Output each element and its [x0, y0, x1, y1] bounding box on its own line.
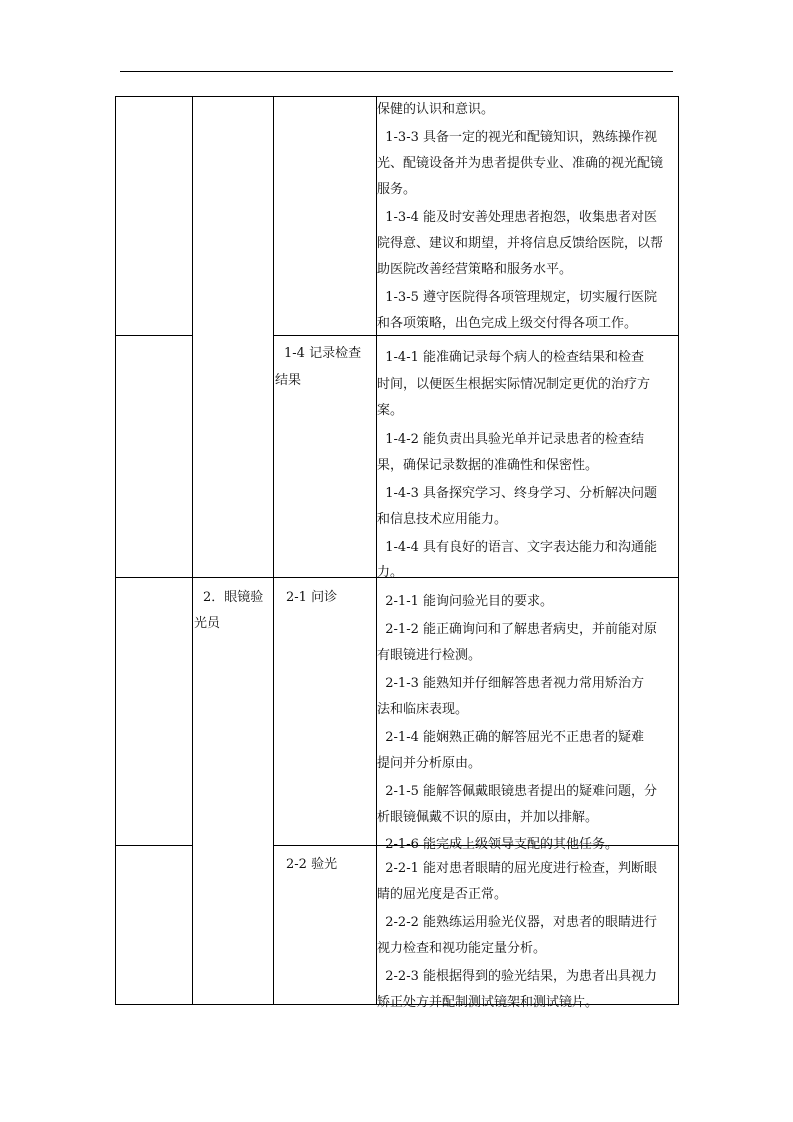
text-line: 1-4-3 具备探究学习、终身学习、分析解决问题 [377, 486, 657, 501]
text-line: 睛的屈光度是否正常。 [377, 887, 508, 902]
text-line: 1-3-3 具备一定的视光和配镜知识，熟练操作视 [377, 130, 657, 145]
task-label: 2-1 问诊 [286, 590, 338, 605]
task-label: 结果 [275, 373, 302, 388]
text-line: 有眼镜进行检测。 [377, 648, 482, 663]
text-line: 果，确保记录数据的准确性和保密性。 [377, 458, 599, 473]
text-line: 光、配镜设备并为患者提供专业、准确的视光配镜 [377, 156, 664, 171]
text-line: 案。 [377, 403, 404, 418]
table-border-left [115, 96, 116, 1005]
text-line: 析眼镜佩戴不识的原由，并加以排解。 [377, 810, 599, 825]
text-line: 2-1-1 能询问验光目的要求。 [377, 594, 553, 609]
text-line: 2-1-3 能熟知并仔细解答患者视力常用矫治方 [377, 676, 644, 691]
task-label: 1-4 记录检查 [284, 346, 362, 361]
column-divider [192, 96, 193, 1005]
text-line: 1-3-4 能及时安善处理患者抱怨，收集患者对医 [377, 210, 657, 225]
text-line: 2-2-2 能熟练运用验光仪器，对患者的眼睛进行 [377, 915, 657, 930]
table-border-right [678, 96, 679, 1005]
task-label: 2-2 验光 [286, 857, 338, 872]
text-line: 法和临床表现。 [377, 702, 469, 717]
text-line: 2-1-2 能正确询问和了解患者病史，并前能对原 [377, 622, 657, 637]
table-border-top [115, 96, 678, 97]
row-divider [115, 335, 193, 336]
text-line: 和各项策略，出色完成上级交付得各项工作。 [377, 316, 638, 331]
text-line: 保健的认识和意识。 [377, 102, 495, 117]
row-divider [273, 335, 678, 336]
text-line: 服务。 [377, 182, 417, 197]
text-line: 助医院改善经营策略和服务水平。 [377, 262, 573, 277]
text-line: 视力检查和视功能定量分析。 [377, 941, 547, 956]
text-line: 2-1-6 能完成上级领导支配的其他任务。 [377, 837, 618, 852]
text-line: 矫正处方并配制测试镜架和测试镜片。 [377, 995, 599, 1010]
role-label: 2．眼镜验 [203, 590, 264, 605]
column-divider [273, 96, 274, 1005]
row-divider [115, 845, 193, 846]
role-label: 光员 [194, 616, 221, 631]
text-line: 2-2-3 能根据得到的验光结果，为患者出具视力 [377, 969, 657, 984]
text-line: 院得意、建议和期望，并将信息反馈给医院，以帮 [377, 236, 664, 251]
text-line: 1-4-1 能准确记录每个病人的检查结果和检查 [377, 350, 644, 365]
text-line: 1-4-2 能负责出具验光单并记录患者的检查结 [377, 432, 644, 447]
text-line: 时间，以便医生根据实际情况制定更优的治疗方 [377, 377, 651, 392]
text-line: 力。 [377, 565, 404, 580]
text-line: 1-3-5 遵守医院得各项管理规定，切实履行医院 [377, 290, 657, 305]
text-line: 提问并分析原由。 [377, 756, 482, 771]
text-line: 2-1-4 能娴熟正确的解答屈光不正患者的疑难 [377, 730, 644, 745]
text-line: 1-4-4 具有良好的语言、文字表达能力和沟通能 [377, 540, 657, 555]
text-line: 2-2-1 能对患者眼睛的屈光度进行检查，判断眼 [377, 861, 657, 876]
text-line: 2-1-5 能解答佩戴眼镜患者提出的疑难问题，分 [377, 784, 657, 799]
text-line: 和信息技术应用能力。 [377, 512, 508, 527]
